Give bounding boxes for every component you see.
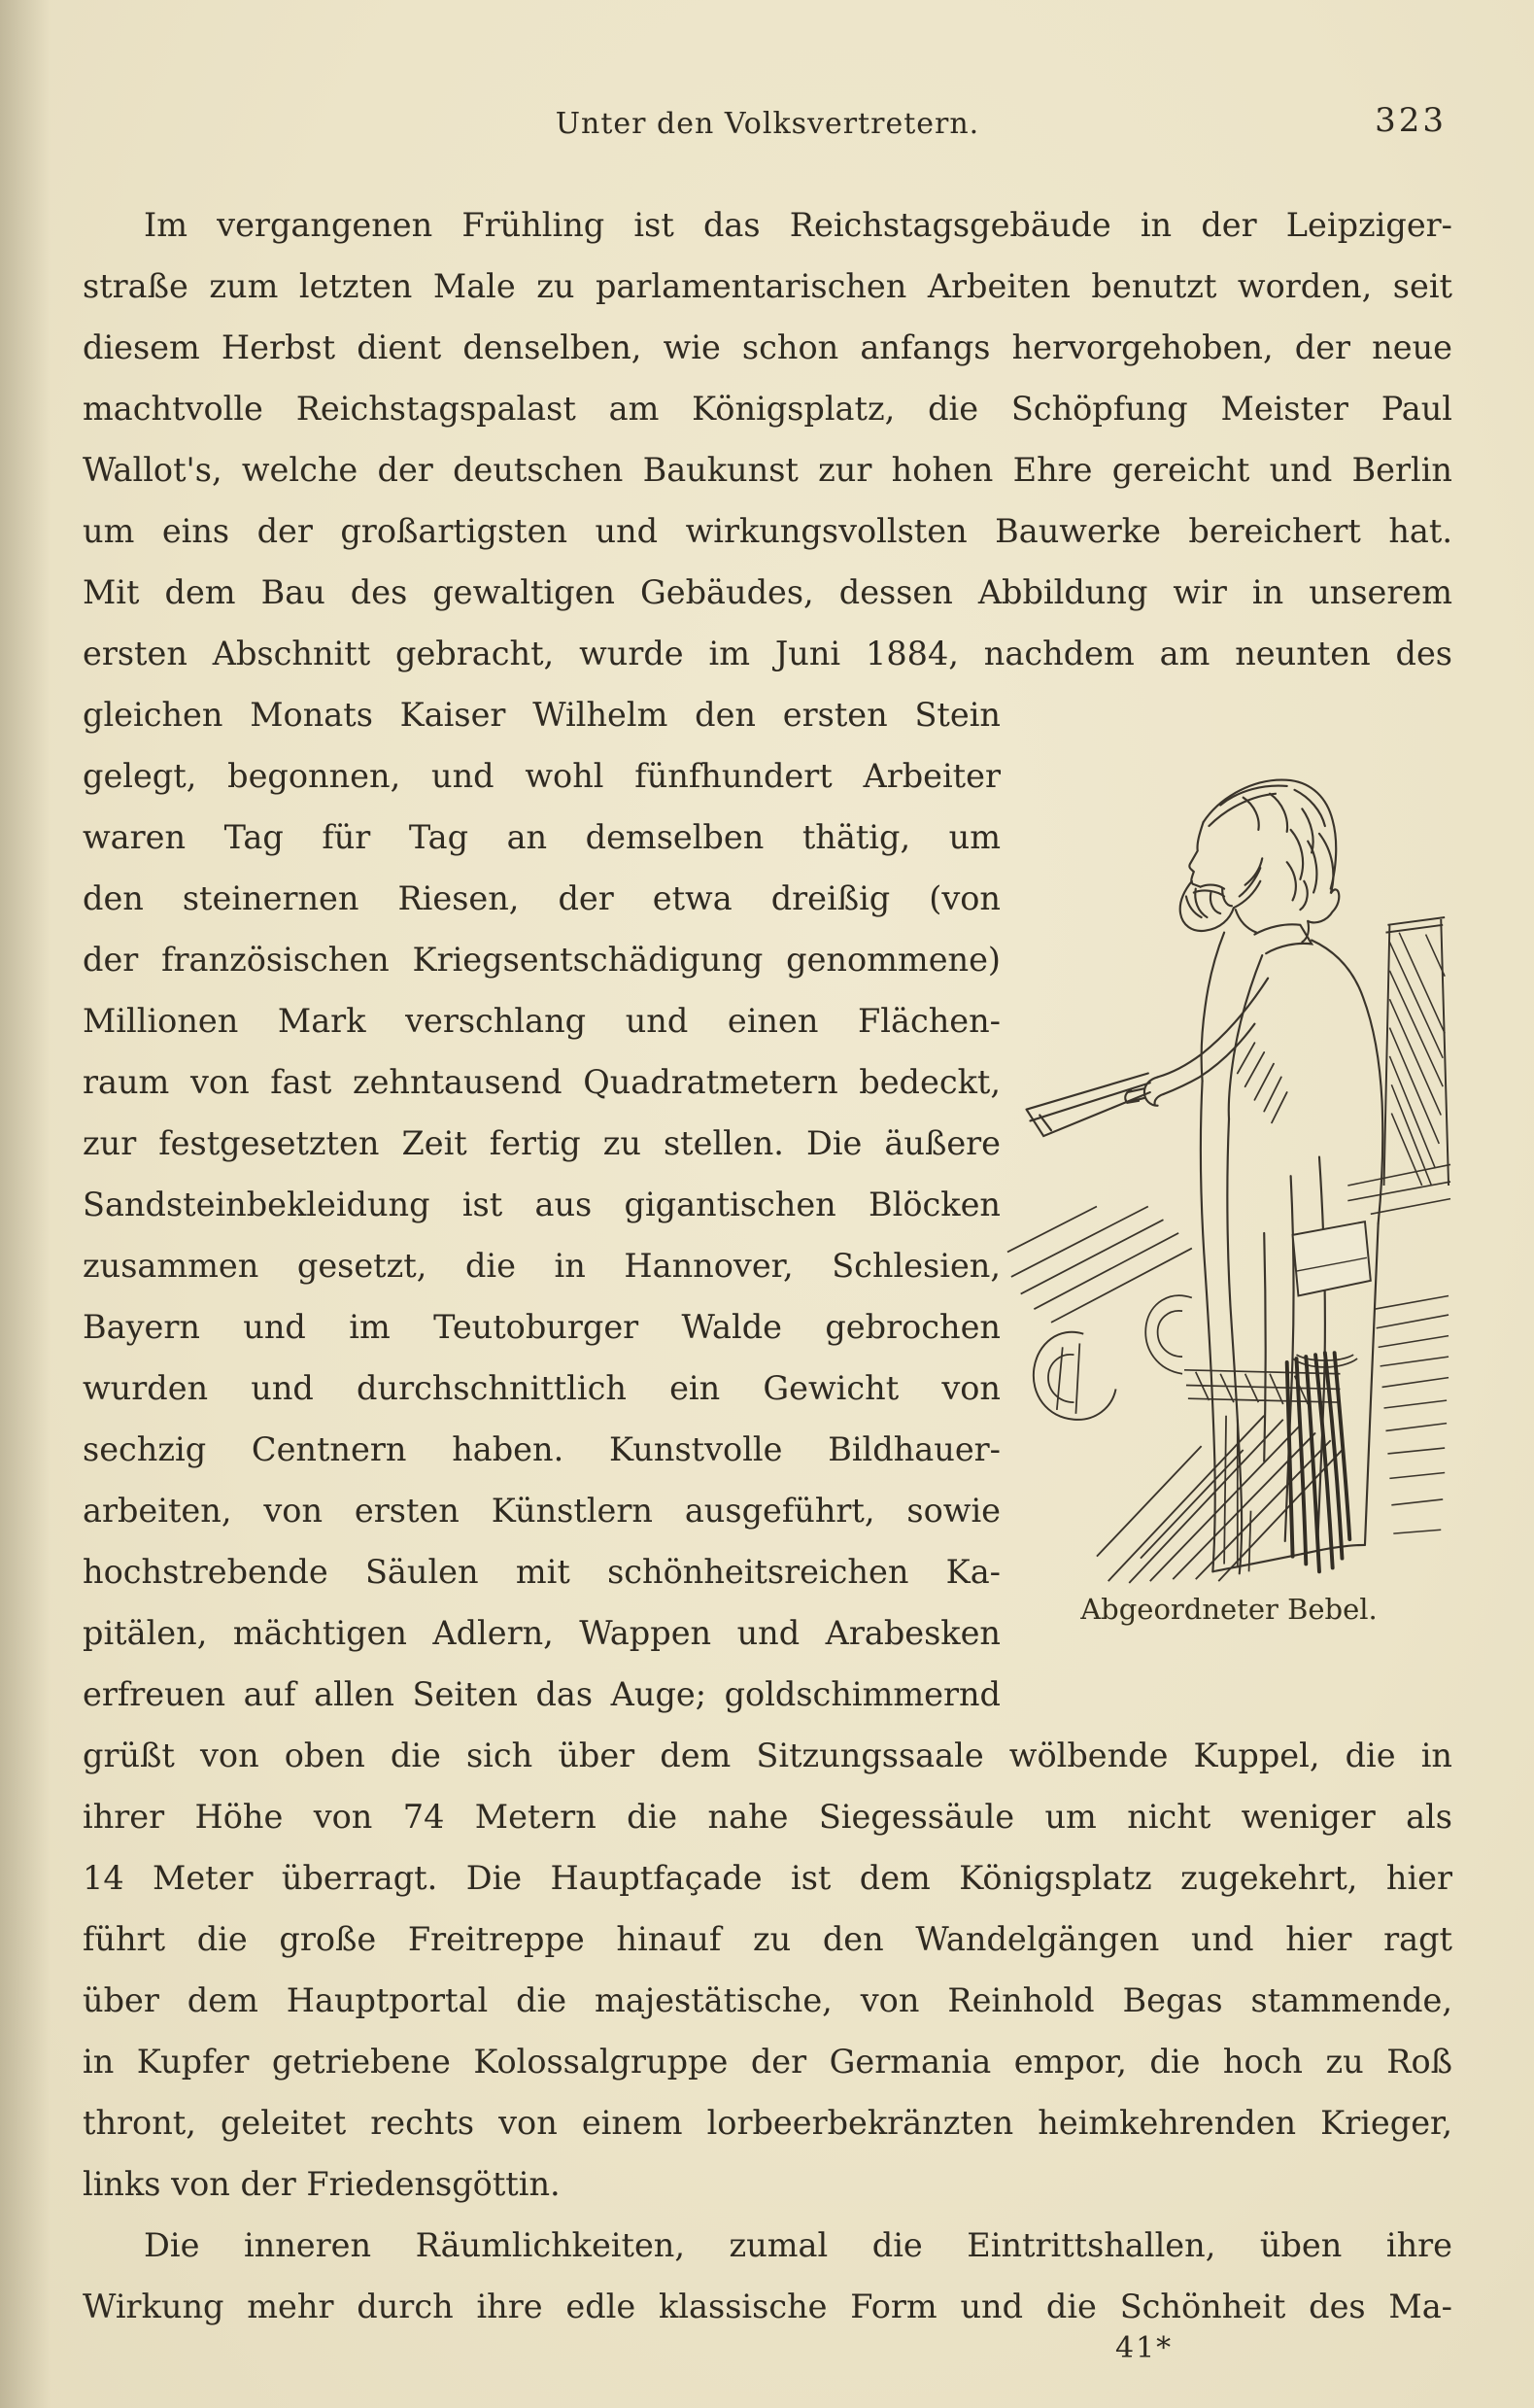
text-line: thront, geleitet rechts von einem lorbeerbekränzten heimkehrenden Krieger, bbox=[83, 2104, 1452, 2142]
text-line: pitälen, mächtigen Adlern, Wappen und Arabesken bbox=[83, 1614, 1001, 1652]
text-line: ersten Abschnitt gebracht, wurde im Juni 1884, nachdem am neunten des bbox=[83, 635, 1452, 672]
text-block bbox=[83, 194, 1452, 2337]
text-line: führt die große Freitreppe hinauf zu den Wandelgängen und hier ragt bbox=[83, 1920, 1452, 1958]
text-line: 14 Meter überragt. Die Hauptfaçade ist dem Königsplatz zugekehrt, hier bbox=[83, 1859, 1452, 1897]
text-line: Im vergangenen Frühling ist das Reichstagsgebäude in der Leipziger- bbox=[144, 206, 1452, 244]
text-line: grüßt von oben die sich über dem Sitzungssaale wölbende Kuppel, die in bbox=[83, 1737, 1452, 1774]
bebel-illustration bbox=[1006, 739, 1452, 1585]
gutter-shadow bbox=[0, 0, 51, 2408]
text-line: Millionen Mark verschlang und einen Flächen- bbox=[83, 1002, 1001, 1040]
text-line: sechzig Centnern haben. Kunstvolle Bildhauer- bbox=[83, 1430, 1001, 1468]
text-line: straße zum letzten Male zu parlamentarischen Arbeiten benutzt worden, seit bbox=[83, 267, 1452, 305]
text-line: erfreuen auf allen Seiten das Auge; goldschimmernd bbox=[83, 1675, 1001, 1713]
text-line: den steinernen Riesen, der etwa dreißig (von bbox=[83, 879, 1001, 917]
text-line: der französischen Kriegsentschädigung genommene) bbox=[83, 941, 1001, 979]
text-line: diesem Herbst dient denselben, wie schon anfangs hervorgehoben, der neue bbox=[83, 328, 1452, 366]
text-wrap-zone bbox=[83, 684, 1452, 1725]
text-line: Sandsteinbekleidung ist aus gigantischen Blöcken bbox=[83, 1186, 1001, 1223]
text-line: Wallot's, welche der deutschen Baukunst zur hohen Ehre gereicht und Berlin bbox=[83, 451, 1452, 489]
text-line: Wirkung mehr durch ihre edle klassische Form und die Schönheit des Ma- bbox=[83, 2288, 1452, 2325]
figure-bebel bbox=[1006, 739, 1452, 1626]
text-line: Mit dem Bau des gewaltigen Gebäudes, dessen Abbildung wir in unserem bbox=[83, 573, 1452, 611]
page-number: 323 bbox=[1375, 101, 1447, 140]
text-line: zusammen gesetzt, die in Hannover, Schlesien, bbox=[83, 1247, 1001, 1285]
text-line: raum von fast zehntausend Quadratmetern bedeckt, bbox=[83, 1063, 1001, 1101]
text-line: zur festgesetzten Zeit fertig zu stellen. Die äußere bbox=[83, 1124, 1001, 1162]
text-line: ihrer Höhe von 74 Metern die nahe Siegessäule um nicht weniger als bbox=[83, 1798, 1452, 1836]
text-line: gelegt, begonnen, und wohl fünfhundert Arbeiter bbox=[83, 757, 1001, 795]
text-line: hochstrebende Säulen mit schönheitsreichen Ka- bbox=[83, 1553, 1001, 1591]
text-line: in Kupfer getriebene Kolossalgruppe der Germania empor, die hoch zu Roß bbox=[83, 2043, 1452, 2081]
text-line: um eins der großartigsten und wirkungsvollsten Bauwerke bereichert hat. bbox=[83, 512, 1452, 550]
text-line: machtvolle Reichstagspalast am Königsplatz, die Schöpfung Meister Paul bbox=[83, 390, 1452, 428]
text-line: Bayern und im Teutoburger Walde gebrochen bbox=[83, 1308, 1001, 1346]
text-line: gleichen Monats Kaiser Wilhelm den ersten Stein bbox=[83, 696, 1001, 734]
text-line: über dem Hauptportal die majestätische, von Reinhold Begas stammende, bbox=[83, 1981, 1452, 2019]
text-line: waren Tag für Tag an demselben thätig, um bbox=[83, 818, 1001, 856]
text-line: arbeiten, von ersten Künstlern ausgeführt, sowie bbox=[83, 1492, 1001, 1530]
text-line: wurden und durchschnittlich ein Gewicht von bbox=[83, 1369, 1001, 1407]
text-line: Die inneren Räumlichkeiten, zumal die Eintrittshallen, üben ihre bbox=[144, 2226, 1452, 2264]
signature-mark: 41* bbox=[1115, 2331, 1174, 2365]
figure-caption: Abgeordneter Bebel. bbox=[1080, 1593, 1378, 1626]
text-line: links von der Friedensgöttin. bbox=[83, 2165, 561, 2203]
running-header-title: Unter den Volksvertretern. bbox=[555, 107, 980, 141]
